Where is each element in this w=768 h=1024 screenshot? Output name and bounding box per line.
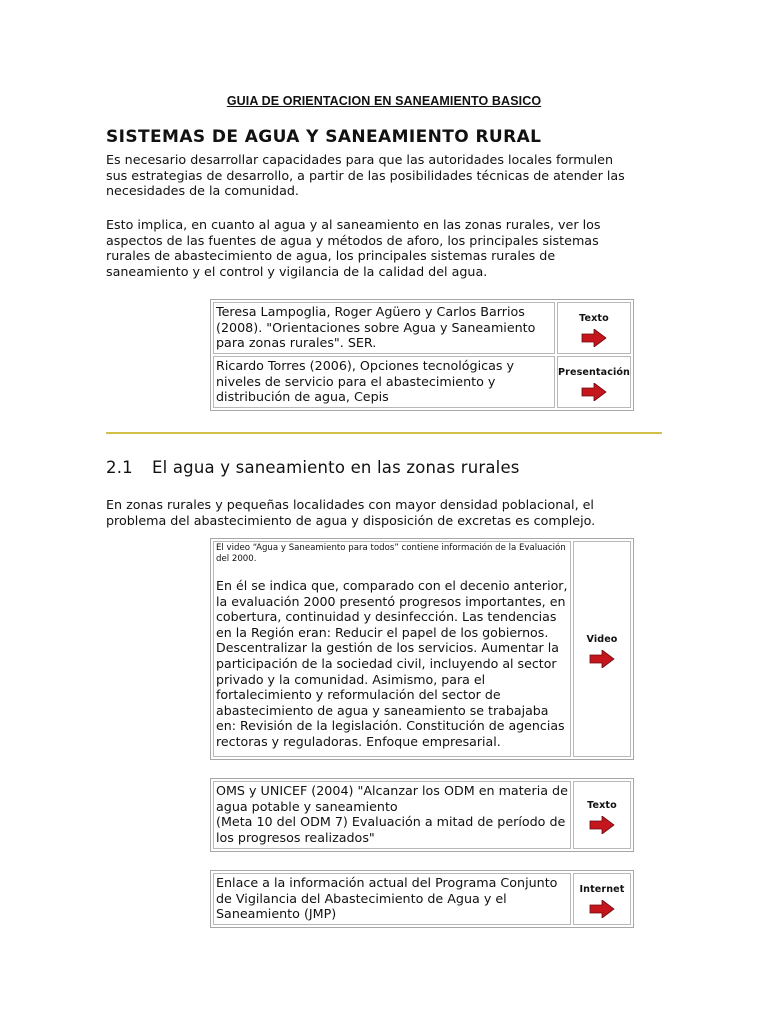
jmp-text-cell: Enlace a la información actual del Programa Conjunto de Vigilancia del Abastecimiento de Agua y el Saneamiento (JMP) [213,873,571,925]
red-arrow-icon [589,816,615,834]
button-cell [573,541,631,757]
subsection-heading [106,458,520,477]
video-table [210,538,634,760]
section-heading: SISTEMAS DE AGUA Y SANEAMIENTO RURAL [106,127,542,147]
divider-rule [106,432,662,434]
intro-paragraph-1: Es necesario desarrollar capacidades para que las autoridades locales formulen sus estrategias de desarrollo, a partir de las posibilidades técnicas de atender las necesidades de la comunidad. [106,152,625,199]
reference-row [213,302,631,354]
oms-text-cell [213,781,571,849]
subsection-paragraph: En zonas rurales y pequeñas localidades con mayor densidad poblacional, el problema del abastecimiento de agua y disposición de excretas es complejo. [106,497,596,528]
reference-text: Teresa Lampoglia, Roger Agüero y Carlos Barrios (2008). "Orientaciones sobre Agua y Saneamiento para zonas rurales". SER. [213,302,555,354]
button-label: Texto [579,312,609,324]
subsection-number: 2.1 [106,458,133,477]
video-body: En él se indica que, comparado con el decenio anterior, la evaluación 2000 presentó progresos importantes, en cobertura, continuidad y desinfección. Las tendencias en la Región eran: Reducir el papel de los gobiernos. Descentralizar la gestión de los servicios. Aumentar la participación de la sociedad civil, incluyendo al sector privado y la comunidad. Asimismo, para el fortalecimiento y reformulación del sector de abastecimiento de agua y saneamiento se trabajaba en: Revisión de la legislación. Constitución de agencias rectoras y reguladoras. Enfoque empresarial. [216,578,568,749]
button-cell [557,356,631,408]
video-row [213,541,631,757]
button-cell [573,873,631,925]
button-label: Presentación [558,366,630,378]
jmp-table [210,870,634,928]
red-arrow-icon [589,650,615,668]
texto-button[interactable] [587,798,617,835]
button-label: Texto [587,799,617,811]
red-arrow-icon [581,383,607,401]
oms-table [210,778,634,852]
red-arrow-icon [581,329,607,347]
video-button[interactable] [586,632,617,669]
button-cell [573,781,631,849]
references-table [210,299,634,411]
reference-text: Ricardo Torres (2006), Opciones tecnológicas y niveles de servicio para el abastecimiento y distribución de agua, Cepis [213,356,555,408]
reference-row [213,356,631,408]
oms-row [213,781,631,849]
button-cell [557,302,631,354]
texto-button[interactable] [579,311,609,348]
button-label: Video [586,633,618,645]
video-text-cell [213,541,571,757]
intro-paragraph-2: Esto implica, en cuanto al agua y al saneamiento en las zonas rurales, ver los aspectos de las fuentes de agua y métodos de aforo, los principales sistemas rurales de abastecimiento de agua, los principales sistemas rurales de saneamiento y el control y vigilancia de la calidad del agua. [106,217,601,279]
button-label: Internet [579,883,625,895]
guide-title: GUIA DE ORIENTACION EN SANEAMIENTO BASICO [226,94,542,108]
subsection-title: El agua y saneamiento en las zonas rurales [152,458,520,477]
video-note: El video “Agua y Saneamiento para todos” contiene información de la Evaluación del 2000. [216,543,566,564]
internet-button[interactable] [580,882,625,919]
red-arrow-icon [589,900,615,918]
presentacion-button[interactable] [558,365,630,402]
oms-text-line-1: OMS y UNICEF (2004) "Alcanzar los ODM en materia de agua potable y saneamiento [216,783,568,814]
jmp-row [213,873,631,925]
oms-text-line-2: (Meta 10 del ODM 7) Evaluación a mitad de período de los progresos realizados" [216,814,566,845]
